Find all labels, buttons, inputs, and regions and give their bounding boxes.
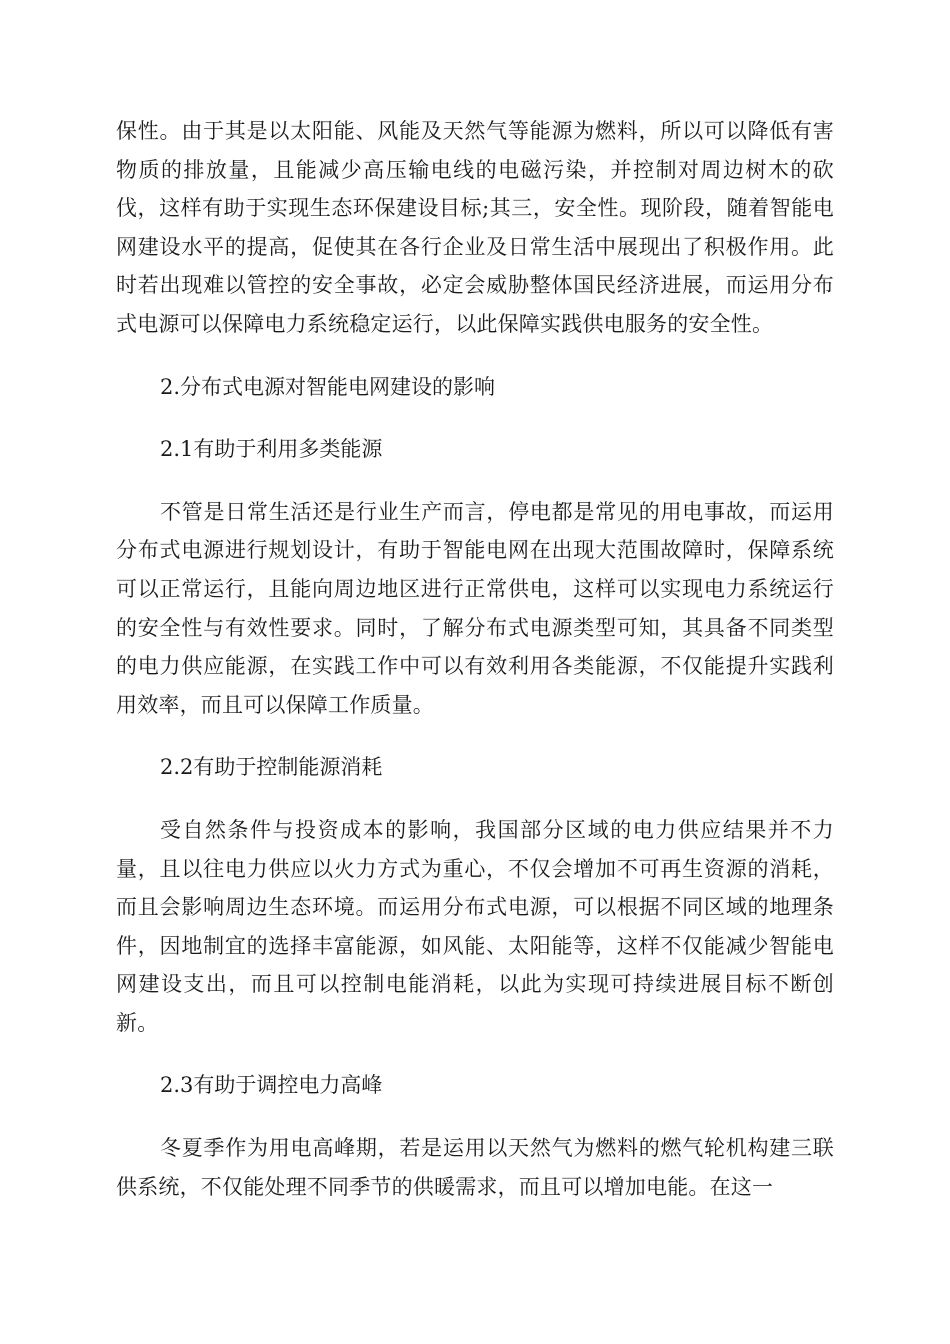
section-heading-2: 2.分布式电源对智能电网建设的影响 bbox=[160, 374, 496, 399]
subsection-heading-2-3: 2.3有助于调控电力高峰 bbox=[160, 1073, 383, 1098]
subsection-heading-2-2: 2.2有助于控制能源消耗 bbox=[160, 755, 383, 780]
subsection-heading-2-1: 2.1有助于利用多类能源 bbox=[160, 437, 383, 462]
paragraph-2-3: 冬夏季作为用电高峰期，若是运用以天然气为燃料的燃气轮机构建三联供系统，不仅能处理不同季节的供暖需求，而且可以增加电能。在这一 bbox=[116, 1136, 834, 1199]
paragraph-2-2: 受自然条件与投资成本的影响，我国部分区域的电力供应结果并不力量，且以往电力供应以火力方式为重心，不仅会增加不可再生资源的消耗，而且会影响周边生态环境。而运用分布式电源，可以根据不同区域的地理条件，因地制宜的选择丰富能源，如风能、太阳能等，这样不仅能减少智能电网建设支出，而且可以控制电能消耗，以此为实现可持续进展目标不断创新。 bbox=[116, 817, 834, 1035]
paragraph-2-1: 不管是日常生活还是行业生产而言，停电都是常见的用电事故，而运用分布式电源进行规划设计，有助于智能电网在出现大范围故障时，保障系统可以正常运行，且能向周边地区进行正常供电，这样可以实现电力系统运行的安全性与有效性要求。同时，了解分布式电源类型可知，其具备不同类型的电力供应能源，在实践工作中可以有效利用各类能源，不仅能提升实践利用效率，而且可以保障工作质量。 bbox=[116, 499, 834, 717]
paragraph-safety: 保性。由于其是以太阳能、风能及天然气等能源为燃料，所以可以降低有害物质的排放量，且能减少高压输电线的电磁污染，并控制对周边树木的砍伐，这样有助于实现生态环保建设目标;其三，安全性。现阶段，随着智能电网建设水平的提高，促使其在各行企业及日常生活中展现出了积极作用。此时若出现难以管控的安全事故，必定会威胁整体国民经济进展，而运用分布式电源可以保障电力系统稳定运行，以此保障实践供电服务的安全性。 bbox=[116, 119, 834, 336]
